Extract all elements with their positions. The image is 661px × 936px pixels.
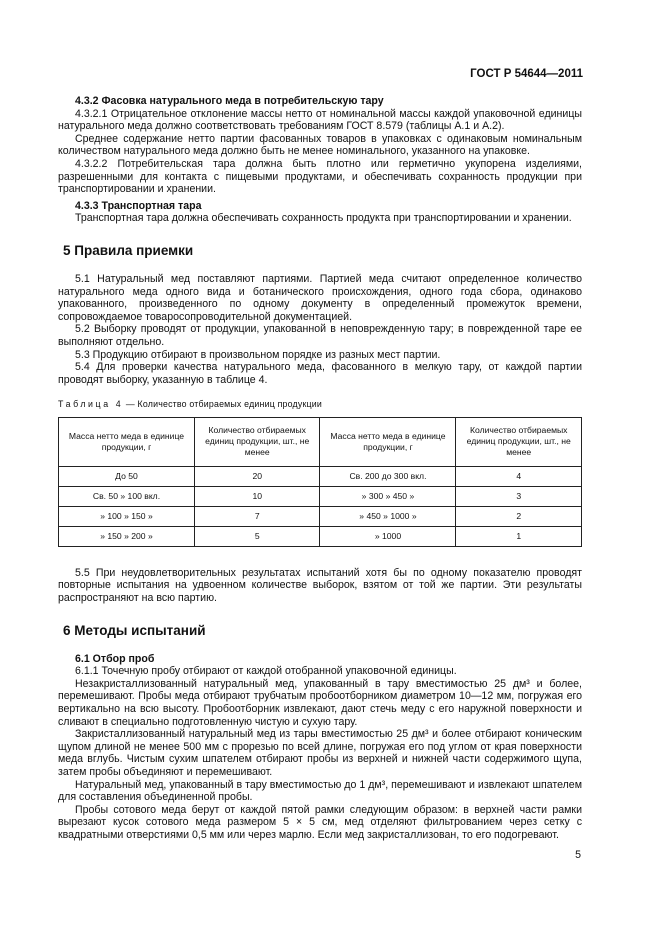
- section-5-heading: 5 Правила приемки: [63, 242, 194, 258]
- table-row: [59, 526, 582, 546]
- table-cell: » 150 » 200 »: [59, 526, 195, 546]
- paragraph-5-4: 5.4 Для проверки качества натурального меда, фасованного в мелкую тару, от каждой партии проводят выборку, указанную в таблице 4.: [58, 361, 582, 386]
- table-4-caption-label: Таблица 4: [58, 399, 124, 410]
- paragraph-6-1-1-comb: Пробы сотового меда берут от каждой пятой рамки следующим образом: в верхней части рамки вырезают кусок сотового меда размером 5 × 5 см, мед отделяют фильтрованием через сетку с квадратными отверстиями 0,5 мм или через марлю. Если мед закристаллизован, то его подогревают.: [58, 803, 582, 841]
- paragraph-5-1: 5.1 Натуральный мед поставляют партиями. Партией меда считают определенное количество натурального меда одного вида и ботанического происхождения, одного года сбора, одинаково упакованного, произведенного по одному документу в определенный промежуток времени, сопровождаемое товаросопроводительной документацией.: [58, 272, 582, 323]
- table-4: [58, 417, 582, 547]
- table-cell: » 450 » 1000 »: [320, 506, 456, 526]
- section-6-1-title: 6.1 Отбор проб: [75, 652, 155, 665]
- section-4-3-2-title: 4.3.2 Фасовка натурального меда в потребительскую тару: [75, 95, 384, 107]
- table-header-row: [59, 417, 582, 466]
- paragraph-4-3-2-1: 4.3.2.1 Отрицательное отклонение массы нетто от номинальной массы каждой упаковочной единицы натурального меда должно соответствовать требованиям ГОСТ 8.579 (таблицы А.1 и А.2).: [58, 107, 582, 133]
- table-cell: 2: [456, 506, 582, 526]
- table-cell: 20: [194, 466, 320, 486]
- paragraph-6-1-1: 6.1.1 Точечную пробу отбирают от каждой отобранной упаковочной единицы.: [75, 665, 457, 678]
- table-row: [59, 486, 582, 506]
- paragraph-6-1-1-small-tare: Натуральный мед, упакованный в тару вместимостью до 1 дм³, перемешивают и извлекают шпателем для составления объединенной пробы.: [58, 778, 582, 804]
- paragraph-5-2: 5.2 Выборку проводят от продукции, упакованной в неповрежденную тару; в поврежденной таре ее выполняют отдельно.: [58, 323, 582, 348]
- table-header-cell: Количество отбираемых единиц продукции, шт., не менее: [456, 417, 582, 466]
- page-number: 5: [575, 849, 581, 861]
- section-4-3-3-title: 4.3.3 Транспортная тара: [75, 199, 202, 212]
- paragraph-5-3: 5.3 Продукцию отбирают в произвольном порядке из разных мест партии.: [75, 348, 441, 361]
- table-header-cell: Количество отбираемых единиц продукции, шт., не менее: [194, 417, 320, 466]
- table-row: [59, 466, 582, 486]
- table-cell: » 1000: [320, 526, 456, 546]
- table-cell: 5: [194, 526, 320, 546]
- table-4-caption: [58, 398, 582, 411]
- paragraph-5-5: 5.5 При неудовлетворительных результатах испытаний хотя бы по одному показателю проводят повторные испытания на удвоенном количестве выборок, взятом от той же партии. Эти результаты распространяют на всю партию.: [58, 566, 582, 605]
- table-cell: 4: [456, 466, 582, 486]
- table-cell: 3: [456, 486, 582, 506]
- paragraph-4-3-3: Транспортная тара должна обеспечивать сохранность продукта при транспортировании и хранении.: [75, 212, 572, 225]
- table-cell: » 100 » 150 »: [59, 506, 195, 526]
- table-cell: 1: [456, 526, 582, 546]
- table-row: [59, 506, 582, 526]
- table-cell: Св. 50 » 100 вкл.: [59, 486, 195, 506]
- section-6-heading: 6 Методы испытаний: [63, 622, 206, 638]
- table-header-cell: Масса нетто меда в единице продукции, г: [59, 417, 195, 466]
- table-header-cell: Масса нетто меда в единице продукции, г: [320, 417, 456, 466]
- table-cell: 10: [194, 486, 320, 506]
- table-cell: До 50: [59, 466, 195, 486]
- table-4-caption-text: — Количество отбираемых единиц продукции: [123, 399, 322, 410]
- paragraph-6-1-1-liquid: Незакристаллизованный натуральный мед, упакованный в тару вместимостью 25 дм³ и более, перемешивают. Пробы меда отбирают трубчатым пробоотборником диаметром 10—12 мм, погружая его вертикально на всю высоту. Пробоотборник извлекают, дают стечь меду с его наружной поверхности и сливают в специально подготовленную чистую и сухую тару.: [58, 677, 582, 728]
- paragraph-6-1-1-crystallized: Закристаллизованный натуральный мед из тары вместимостью 25 дм³ и более отбирают коническим щупом длиной не менее 500 мм с прорезью по всей длине, погружая его под углом от края поверхности меда вглубь. Чистым сухим шпателем отбирают пробы из верхней и нижней части содержимого щупа, затем пробы объединяют и перемешивают.: [58, 728, 582, 778]
- paragraph-4-3-2-1-cont: Среднее содержание нетто партии фасованных товаров в упаковках с одинаковым номинальным количеством натурального меда должно быть не менее номинального, указанного на упаковке.: [58, 132, 582, 158]
- standard-header: ГОСТ Р 54644—2011: [470, 68, 583, 80]
- table-cell: 7: [194, 506, 320, 526]
- page-content: [58, 95, 582, 842]
- paragraph-4-3-2-2: 4.3.2.2 Потребительская тара должна быть плотно или герметично укупорена изделиями, разрешенными для контакта с пищевыми продуктами, и обеспечивать сохранность продукции при транспортировании и хранении.: [58, 157, 582, 196]
- table-cell: » 300 » 450 »: [320, 486, 456, 506]
- table-cell: Св. 200 до 300 вкл.: [320, 466, 456, 486]
